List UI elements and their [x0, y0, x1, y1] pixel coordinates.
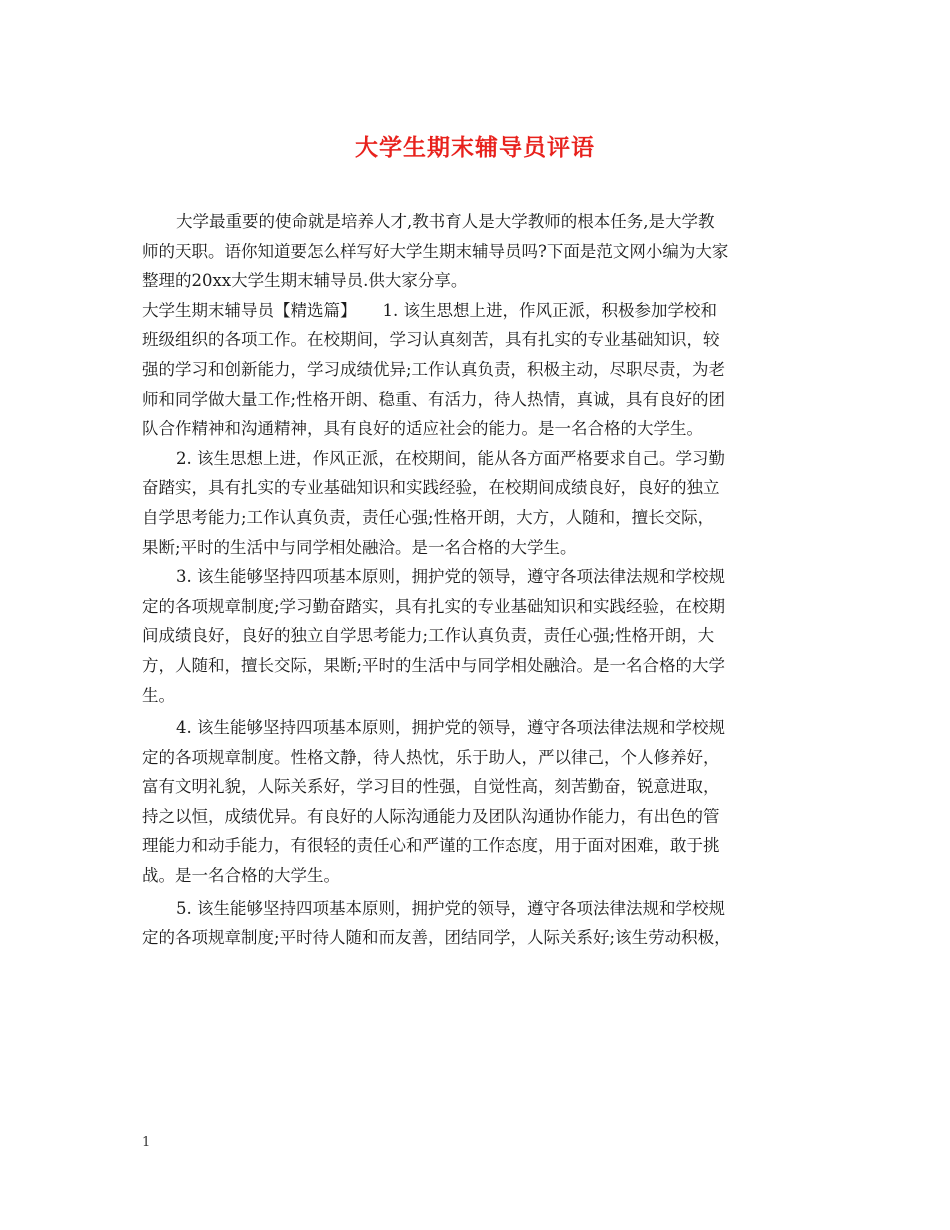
text-line: 果断;平时的生活中与同学相处融洽。是一名合格的大学生。	[142, 537, 577, 557]
text-line: 生。	[142, 685, 175, 705]
text-line: 3. 该生能够坚持四项基本原则，拥护党的领导，遵守各项法律法规和学校规	[176, 567, 725, 587]
text-line: 方，人随和，擅长交际，果断;平时的生活中与同学相处融洽。是一名合格的大学	[142, 655, 726, 675]
text-line: 班级组织的各项工作。在校期间，学习认真刻苦，具有扎实的专业基础知识，较	[142, 330, 720, 350]
text-line: 自学思考能力;工作认真负责，责任心强;性格开朗，大方，人随和，擅长交际，	[142, 507, 715, 527]
text-line: 队合作精神和沟通精神，具有良好的适应社会的能力。是一名合格的大学生。	[142, 419, 703, 439]
text-line: 战。是一名合格的大学生。	[142, 866, 340, 886]
text-line: 奋踏实，具有扎实的专业基础知识和实践经验，在校期间成绩良好，良好的独立	[142, 478, 720, 498]
text-line-with-heading	[142, 296, 808, 326]
document-body	[142, 207, 808, 953]
text-line: 2. 该生思想上进，作风正派，在校期间，能从各方面严格要求自己。学习勤	[176, 448, 725, 468]
text-line: 富有文明礼貌，人际关系好，学习目的性强，自觉性高，刻苦勤奋，锐意进取，	[142, 777, 720, 797]
page-number: 1	[142, 1135, 151, 1150]
text-line: 定的各项规章制度。性格文静，待人热忱，乐于助人，严以律己，个人修养好，	[142, 747, 720, 767]
text-line: 5. 该生能够坚持四项基本原则，拥护党的领导，遵守各项法律法规和学校规	[176, 898, 725, 918]
text-line: 持之以恒，成绩优异。有良好的人际沟通能力及团队沟通协作能力，有出色的管	[142, 806, 720, 826]
text-line: 大学最重要的使命就是培养人才,教书育人是大学教师的根本任务,是大学教	[176, 212, 715, 231]
text-line: 师的天职。语你知道要怎么样写好大学生期末辅导员吗?下面是范文网小编为大家	[142, 241, 729, 261]
document-title: 大学生期末辅导员评语	[355, 134, 595, 161]
text-line: 理能力和动手能力，有很轻的责任心和严谨的工作态度，用于面对困难，敢于挑	[142, 836, 720, 856]
text-line: 间成绩良好，良好的独立自学思考能力;工作认真负责，责任心强;性格开朗，大	[142, 626, 715, 646]
text-line: 强的学习和创新能力，学习成绩优异;工作认真负责，积极主动，尽职尽责，为老	[142, 359, 726, 379]
text-line: 定的各项规章制度;平时待人随和而友善，团结同学，人际关系好;该生劳动积极，	[142, 928, 731, 948]
text-line: 师和同学做大量工作;性格开朗、稳重、有活力，待人热情，真诚，具有良好的团	[142, 389, 726, 409]
section-heading: 大学生期末辅导员【精选篇】	[142, 300, 357, 320]
text-line: 定的各项规章制度;学习勤奋踏实，具有扎实的专业基础知识和实践经验，在校期	[142, 596, 726, 616]
item-1-start: 1. 该生思想上进，作风正派，积极参加学校和	[382, 300, 717, 320]
text-line: 4. 该生能够坚持四项基本原则，拥护党的领导，遵守各项法律法规和学校规	[176, 718, 725, 738]
text-line: 整理的20xx大学生期末辅导员.供大家分享。	[142, 271, 468, 291]
